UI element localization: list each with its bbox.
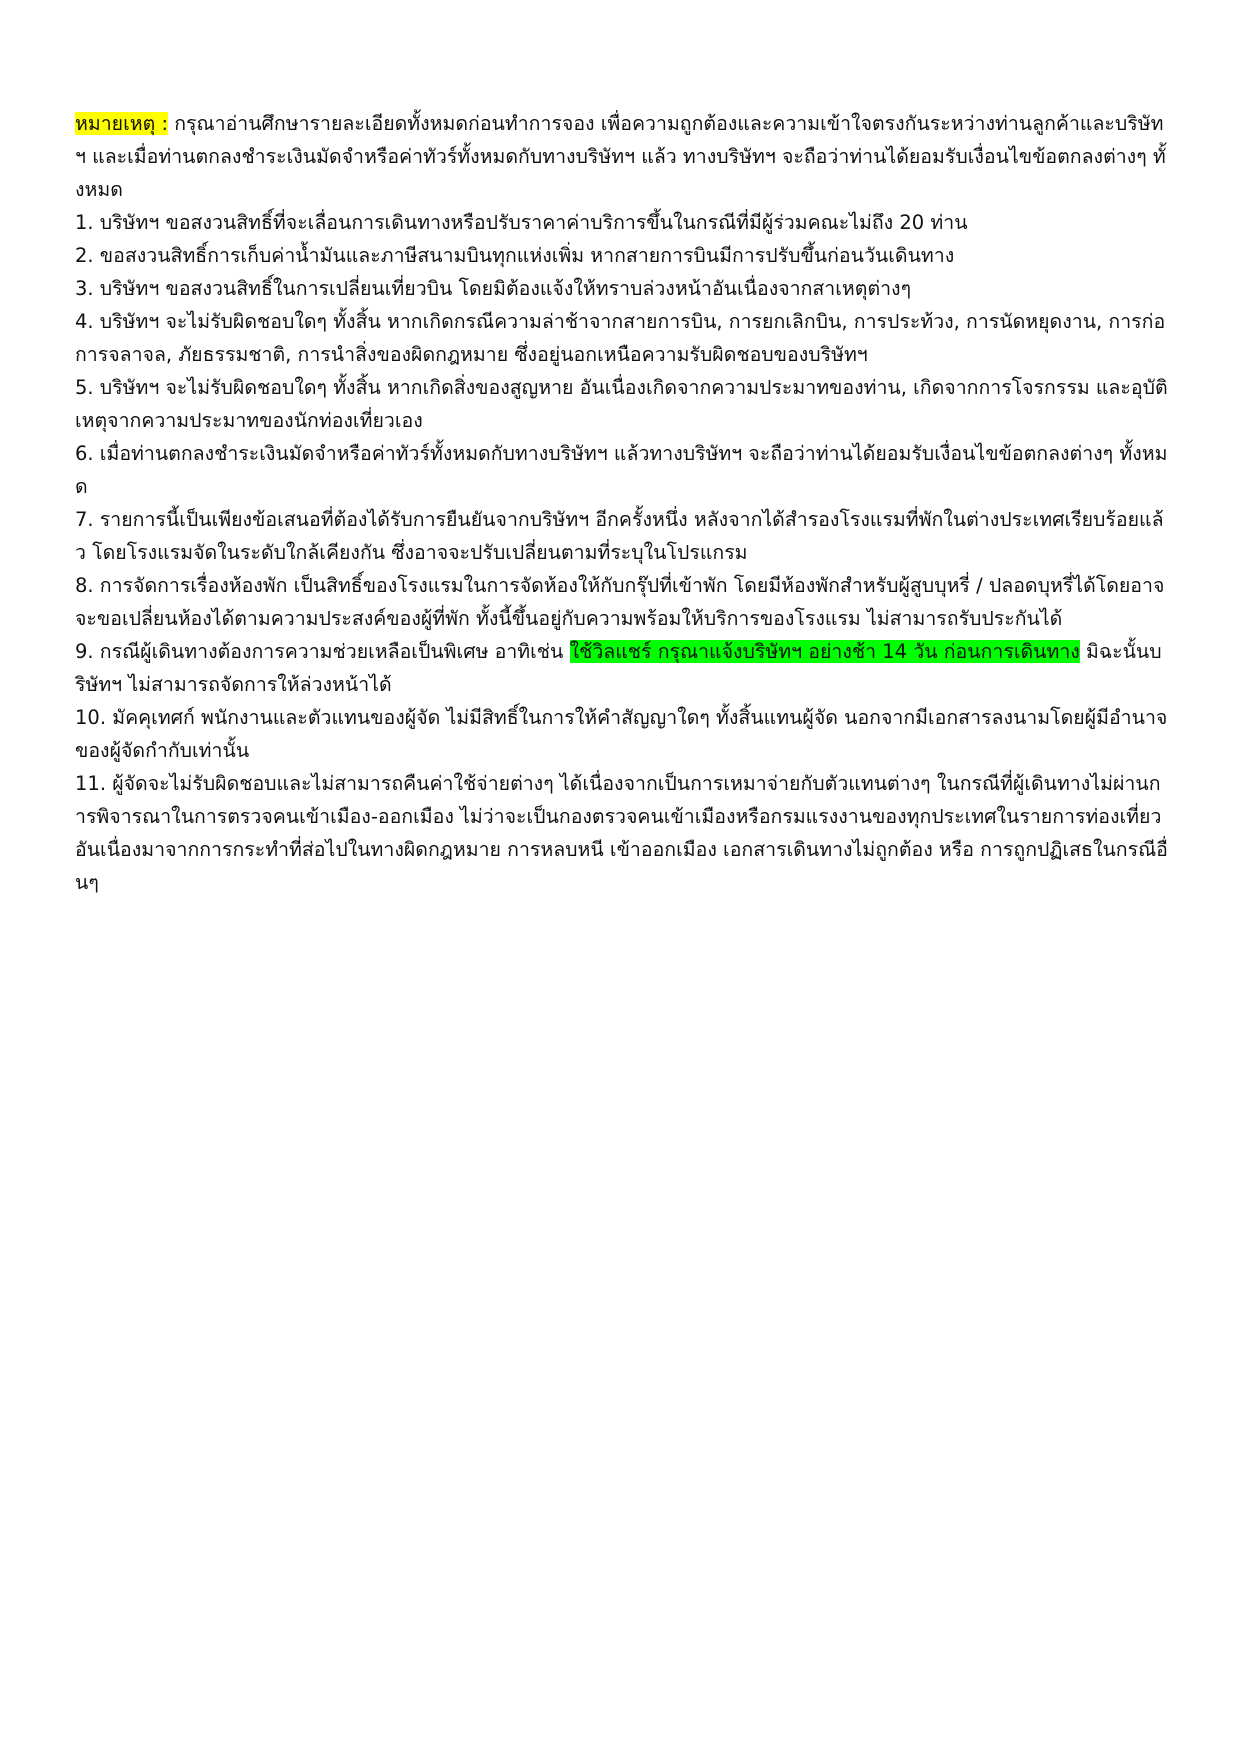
note-paragraph bbox=[75, 107, 1170, 206]
term-item-9-before: 9. กรณีผู้เดินทางต้องการความช่วยเหลือเป็นพิเศษ อาทิเช่น bbox=[75, 640, 570, 663]
term-item-5: 5. บริษัทฯ จะไม่รับผิดชอบใดๆ ทั้งสิ้น หากเกิดสิ่งของสูญหาย อันเนื่องเกิดจากความประมาทของท่าน, เกิดจากการโจรกรรม และอุบัติเหตุจากความประมาทของนักท่องเที่ยวเอง bbox=[75, 376, 1168, 432]
term-item-11: 11. ผู้จัดจะไม่รับผิดชอบและไม่สามารถคืนค่าใช้จ่ายต่างๆ ได้เนื่องจากเป็นการเหมาจ่ายกับตัวแทนต่างๆ ในกรณีที่ผู้เดินทางไม่ผ่านการพิจารณาในการตรวจคนเข้าเมือง-ออกเมือง ไม่ว่าจะเป็นกองตรวจคนเข้าเมืองหรือกรมแรงงานของทุกประเทศในรายการท่องเที่ยว อันเนื่องมาจากการกระทำที่ส่อไปในทางผิดกฎหมาย การหลบหนี เข้าออกเมือง เอกสารเดินทางไม่ถูกต้อง หรือ การถูกปฏิเสธในกรณีอื่นๆ bbox=[75, 772, 1168, 894]
note-label: หมายเหตุ : bbox=[75, 112, 169, 135]
terms-document bbox=[75, 107, 1170, 899]
term-item-9-after: มิฉะนั้นบริษัทฯ ไม่สามารถจัดการให้ล่วงหน้าได้ bbox=[75, 640, 1162, 696]
term-item-7: 7. รายการนี้เป็นเพียงข้อเสนอที่ต้องได้รับการยืนยันจากบริษัทฯ อีกครั้งหนึ่ง หลังจากได้สำรองโรงแรมที่พักในต่างประเทศเรียบร้อยแล้ว โดยโรงแรมจัดในระดับใกล้เคียงกัน ซึ่งอาจจะปรับเปลี่ยนตามที่ระบุในโปรแกรม bbox=[75, 508, 1164, 564]
term-item-1: 1. บริษัทฯ ขอสงวนสิทธิ์ที่จะเลื่อนการเดินทางหรือปรับราคาค่าบริการขึ้นในกรณีที่มีผู้ร่วมคณะไม่ถึง 20 ท่าน bbox=[75, 211, 968, 234]
term-item-3: 3. บริษัทฯ ขอสงวนสิทธิ์ในการเปลี่ยนเที่ยวบิน โดยมิต้องแจ้งให้ทราบล่วงหน้าอันเนื่องจากสาเหตุต่างๆ bbox=[75, 277, 912, 300]
term-item-6: 6. เมื่อท่านตกลงชำระเงินมัดจำหรือค่าทัวร์ทั้งหมดกับทางบริษัทฯ แล้วทางบริษัทฯ จะถือว่าท่านได้ยอมรับเงื่อนไขข้อตกลงต่างๆ ทั้งหมด bbox=[75, 442, 1168, 498]
term-item-9 bbox=[75, 635, 1170, 701]
term-item-2: 2. ขอสงวนสิทธิ์การเก็บค่าน้ำมันและภาษีสนามบินทุกแห่งเพิ่ม หากสายการบินมีการปรับขึ้นก่อนวันเดินทาง bbox=[75, 244, 955, 267]
term-item-8: 8. การจัดการเรื่องห้องพัก เป็นสิทธิ์ของโรงแรมในการจัดห้องให้กับกรุ๊ปที่เข้าพัก โดยมีห้องพักสำหรับผู้สูบบุหรี่ / ปลอดบุหรี่ได้โดยอาจจะขอเปลี่ยนห้องได้ตามความประสงค์ของผู้ที่พัก ทั้งนี้ขึ้นอยู่กับความพร้อมให้บริการของโรงแรม ไม่สามารถรับประกันได้ bbox=[75, 574, 1165, 630]
note-text: กรุณาอ่านศึกษารายละเอียดทั้งหมดก่อนทำการจอง เพื่อความถูกต้องและความเข้าใจตรงกันระหว่างท่านลูกค้าและบริษัทฯ และเมื่อท่านตกลงชำระเงินมัดจำหรือค่าทัวร์ทั้งหมดกับทางบริษัทฯ แล้ว ทางบริษัทฯ จะถือว่าท่านได้ยอมรับเงื่อนไขข้อตกลงต่างๆ ทั้งหมด bbox=[75, 112, 1166, 201]
term-item-4: 4. บริษัทฯ จะไม่รับผิดชอบใดๆ ทั้งสิ้น หากเกิดกรณีความล่าช้าจากสายการบิน, การยกเลิกบิน, การประท้วง, การนัดหยุดงาน, การก่อการจลาจล, ภัยธรรมชาติ, การนำสิ่งของผิดกฎหมาย ซึ่งอยู่นอกเหนือความรับผิดชอบของบริษัทฯ bbox=[75, 310, 1166, 366]
term-item-9-highlight: ใช้วิลแชร์ กรุณาแจ้งบริษัทฯ อย่างช้า 14 วัน ก่อนการเดินทาง bbox=[569, 640, 1080, 663]
term-item-10: 10. มัคคุเทศก์ พนักงานและตัวแทนของผู้จัด ไม่มีสิทธิ์ในการให้คำสัญญาใดๆ ทั้งสิ้นแทนผู้จัด นอกจากมีเอกสารลงนามโดยผู้มีอำนาจของผู้จัดกำกับเท่านั้น bbox=[75, 706, 1168, 762]
